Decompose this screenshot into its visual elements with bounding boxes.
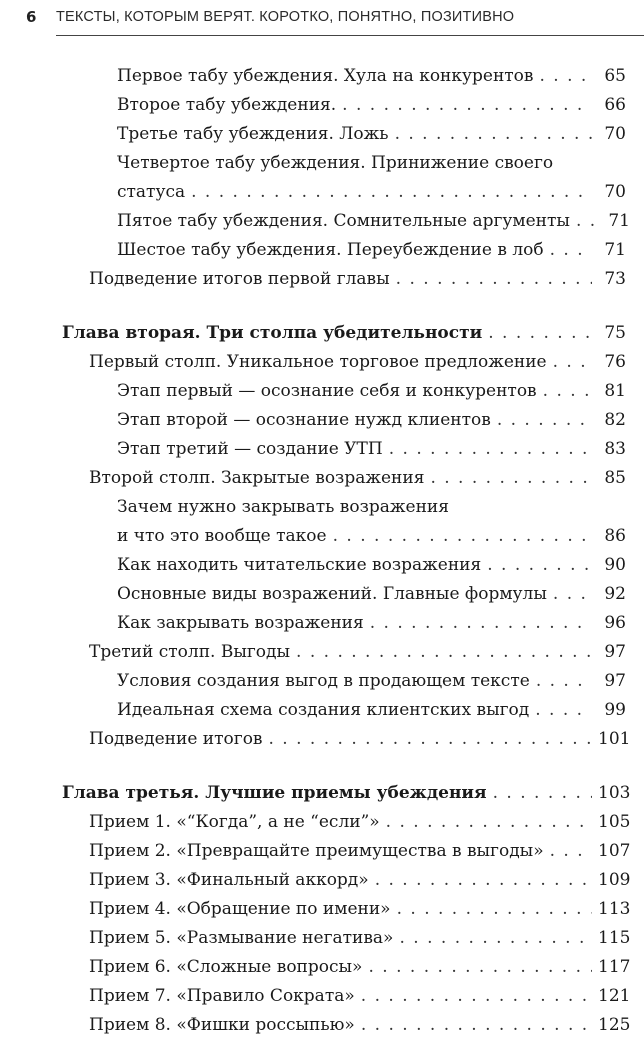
toc-entry-row (89, 265, 626, 294)
toc-chapter (62, 319, 644, 348)
toc-entry-title: Глава вторая. Три столпа убедительности (62, 323, 483, 343)
toc-page-number: 103 (598, 783, 631, 803)
toc-page-number: 96 (604, 613, 626, 633)
dot-leader (550, 837, 592, 866)
toc-page-number: 113 (598, 899, 631, 919)
dot-leader (553, 348, 592, 377)
toc-entry-title: Подведение итогов первой главы (89, 269, 390, 289)
dot-leader (397, 895, 592, 924)
dot-leader (368, 953, 592, 982)
toc-entry-row (117, 91, 626, 120)
toc-page-number: 101 (598, 729, 631, 749)
toc-page-number: 81 (604, 381, 626, 401)
toc-entry (89, 638, 644, 667)
toc-entry (117, 91, 644, 120)
page-number: 6 (26, 8, 37, 26)
toc-entry-row (117, 522, 626, 551)
toc-page-number: 75 (604, 323, 626, 343)
toc-entry-row (89, 953, 631, 982)
toc-entry-row (117, 667, 626, 696)
toc-chapter (62, 779, 644, 808)
toc-entry-row (89, 895, 631, 924)
toc-entry-title: Условия создания выгод в продающем тексте (117, 671, 530, 691)
toc-entry-row (117, 62, 626, 91)
toc-entry-title: Прием 2. «Превращайте преимущества в выгоды» (89, 841, 544, 861)
dot-leader (497, 406, 592, 435)
toc-entry-row (89, 638, 626, 667)
dot-leader (375, 866, 592, 895)
page-header (0, 0, 644, 36)
dot-leader (576, 207, 596, 236)
toc-entry-row (117, 435, 626, 464)
toc-entry-row (89, 866, 631, 895)
dot-leader (396, 265, 592, 294)
toc-entry (89, 725, 644, 754)
toc-entry (117, 120, 644, 149)
toc-page-number: 125 (598, 1015, 631, 1035)
dot-leader (543, 377, 592, 406)
toc-entry (89, 348, 644, 377)
running-title: ТЕКСТЫ, КОТОРЫМ ВЕРЯТ. КОРОТКО, ПОНЯТНО, ПОЗИТИВНО (56, 9, 515, 25)
dot-leader (191, 178, 592, 207)
toc-entry-title: Прием 1. «“Когда”, а не “если”» (89, 812, 380, 832)
toc-entry (117, 580, 644, 609)
dot-leader (342, 91, 592, 120)
toc-entry-row (89, 924, 631, 953)
toc-entry-title: Второй столп. Закрытые возражения (89, 468, 425, 488)
toc-entry-title: Прием 8. «Фишки россыпью» (89, 1015, 355, 1035)
dot-leader (269, 725, 593, 754)
dot-leader (361, 1011, 592, 1040)
dot-leader (493, 779, 592, 808)
toc-entry-title: Прием 3. «Финальный аккорд» (89, 870, 369, 890)
toc-entry-row (117, 551, 626, 580)
toc-entry-title: Этап третий — создание УТП (117, 439, 383, 459)
toc-entry (117, 667, 644, 696)
toc-entry (89, 866, 644, 895)
toc-entry-title: Идеальная схема создания клиентских выгод (117, 700, 530, 720)
toc-entry (117, 149, 644, 207)
toc-entry (117, 207, 644, 236)
toc-page-number: 90 (604, 555, 626, 575)
toc-page-number: 97 (604, 671, 626, 691)
toc-page-number: 76 (604, 352, 626, 372)
toc-entry-row (117, 207, 630, 236)
toc-entry-title: Этап второй — осознание нужд клиентов (117, 410, 491, 430)
toc-page-number: 71 (604, 240, 626, 260)
dot-leader (550, 236, 592, 265)
toc-entry-title: Первый столп. Уникальное торговое предложение (89, 352, 547, 372)
toc-page-number: 82 (604, 410, 626, 430)
toc-entry-row (117, 178, 626, 207)
toc-entry (89, 924, 644, 953)
dot-leader (333, 522, 592, 551)
toc-entry-title: Прием 4. «Обращение по имени» (89, 899, 391, 919)
toc-entry (117, 377, 644, 406)
toc-entry-row (62, 319, 626, 348)
toc-entry-row (89, 1011, 631, 1040)
toc-entry (117, 696, 644, 725)
toc-entry (89, 895, 644, 924)
toc-entry-title: Третий столп. Выгоды (89, 642, 291, 662)
toc-entry-row (89, 725, 631, 754)
toc-page-number: 115 (598, 928, 631, 948)
toc-entry-row (117, 580, 626, 609)
dot-leader (536, 667, 592, 696)
toc-page-number: 86 (604, 526, 626, 546)
dot-leader (361, 982, 592, 1011)
toc-page-number: 92 (604, 584, 626, 604)
toc-page-number: 71 (608, 211, 630, 231)
dot-leader (399, 924, 592, 953)
toc-entry (89, 953, 644, 982)
toc-page-number: 83 (604, 439, 626, 459)
toc-page-number: 65 (604, 66, 626, 86)
toc-page-number: 109 (598, 870, 631, 890)
toc-entry (117, 609, 644, 638)
toc-entry-title: Как закрывать возражения (117, 613, 364, 633)
toc-page-number: 70 (604, 182, 626, 202)
toc-entry-title-line: Зачем нужно закрывать возражения (117, 497, 449, 517)
dot-leader (370, 609, 592, 638)
toc-entry-title-line: Четвертое табу убеждения. Принижение своего (117, 153, 554, 173)
toc-entry-title: Второе табу убеждения. (117, 95, 337, 115)
dot-leader (296, 638, 592, 667)
toc-entry (117, 62, 644, 91)
toc-page-number: 85 (604, 468, 626, 488)
toc-entry-title: Этап первый — осознание себя и конкурентов (117, 381, 537, 401)
toc-entry-row (89, 837, 631, 866)
toc-entry (89, 837, 644, 866)
toc-entry (117, 493, 644, 551)
toc-entry-title: Основные виды возражений. Главные формулы (117, 584, 547, 604)
toc-entry-title: Первое табу убеждения. Хула на конкурентов (117, 66, 534, 86)
toc-entry-title: Прием 5. «Размывание негатива» (89, 928, 394, 948)
toc-entry-row (89, 348, 626, 377)
toc-entry (117, 435, 644, 464)
toc-entry (89, 982, 644, 1011)
dot-leader (553, 580, 592, 609)
toc-entry (117, 551, 644, 580)
toc-entry (117, 406, 644, 435)
toc-page-number: 99 (604, 700, 626, 720)
toc-page-number: 97 (604, 642, 626, 662)
toc-entry-row (89, 808, 631, 837)
dot-leader (535, 696, 592, 725)
toc-entry-row (117, 236, 626, 265)
toc-entry-title: Прием 6. «Сложные вопросы» (89, 957, 363, 977)
dot-leader (430, 464, 592, 493)
toc-entry-row (117, 609, 626, 638)
toc-entry (89, 808, 644, 837)
toc-entry-title: Как находить читательские возражения (117, 555, 482, 575)
toc-page-number: 73 (604, 269, 626, 289)
toc-entry (117, 236, 644, 265)
toc-entry-row (89, 982, 631, 1011)
dot-leader (488, 319, 592, 348)
toc-entry-row (117, 120, 626, 149)
toc-page-number: 105 (598, 812, 631, 832)
toc-entry-row (117, 377, 626, 406)
toc-entry (89, 1011, 644, 1040)
table-of-contents (0, 62, 644, 1040)
toc-page-number: 70 (604, 124, 626, 144)
toc-entry-title: Подведение итогов (89, 729, 263, 749)
toc-entry-title: Третье табу убеждения. Ложь (117, 124, 389, 144)
dot-leader (395, 120, 592, 149)
toc-entry-title: Глава третья. Лучшие приемы убеждения (62, 783, 487, 803)
toc-entry-title: Пятое табу убеждения. Сомнительные аргументы (117, 211, 570, 231)
toc-page-number: 117 (598, 957, 631, 977)
toc-entry-row (62, 779, 631, 808)
toc-entry (89, 464, 644, 493)
toc-page-number: 121 (598, 986, 631, 1006)
toc-entry-title: и что это вообще такое (117, 526, 327, 546)
dot-leader (386, 808, 592, 837)
toc-entry-title: Шестое табу убеждения. Переубеждение в лоб (117, 240, 544, 260)
toc-entry-title: статуса (117, 182, 186, 202)
toc-entry-title: Прием 7. «Правило Сократа» (89, 986, 355, 1006)
toc-entry-row (117, 696, 626, 725)
toc-entry-row (117, 406, 626, 435)
dot-leader (487, 551, 592, 580)
dot-leader (540, 62, 593, 91)
dot-leader (389, 435, 592, 464)
toc-entry (89, 265, 644, 294)
header-rule (56, 35, 644, 36)
toc-page-number: 66 (604, 95, 626, 115)
toc-entry-row (89, 464, 626, 493)
toc-page-number: 107 (598, 841, 631, 861)
